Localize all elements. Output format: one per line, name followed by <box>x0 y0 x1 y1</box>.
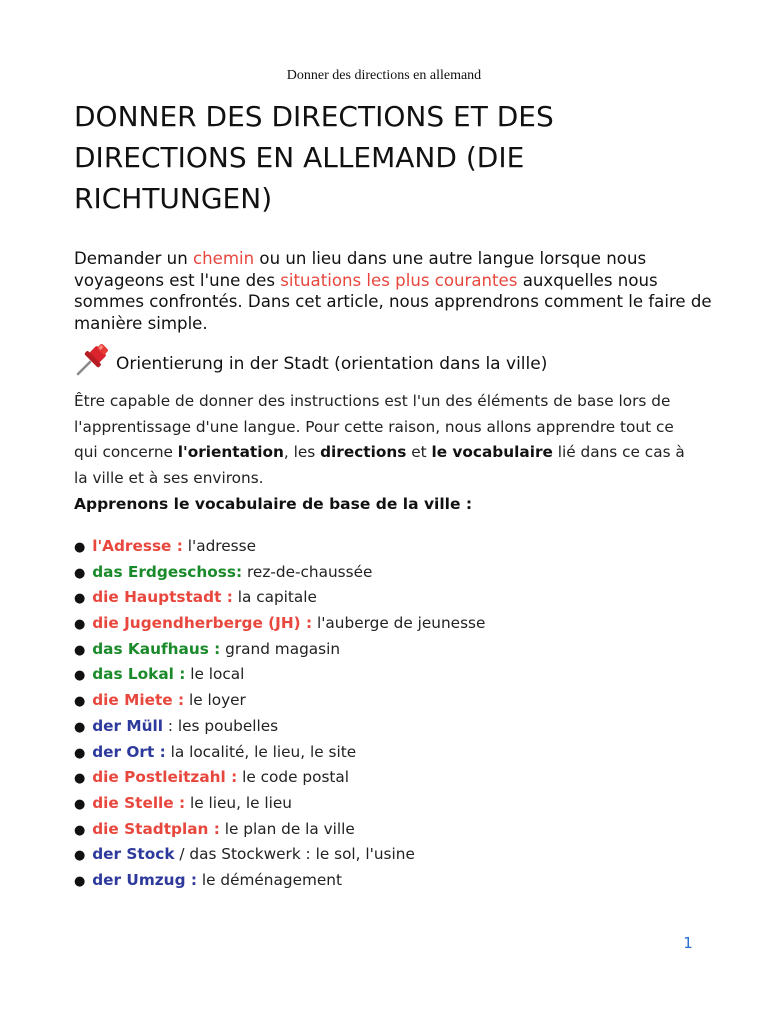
vocab-item <box>74 714 714 740</box>
vocab-item <box>74 791 714 817</box>
vocab-item <box>74 688 714 714</box>
intro-text: auxquelles nous sommes confrontés. Dans cet article, nous apprendrons comment le faire de manière simple. <box>74 270 712 333</box>
bullet-icon: ● <box>74 873 86 889</box>
body-text: Être capable de donner des instructions est l'un des éléments de base lors de l'apprentissage d'une langue. Pour cette raison, nous allons apprendre tout ce qui concerne <box>74 392 674 462</box>
vocab-term: das Erdgeschoss: <box>92 562 243 581</box>
body-paragraph <box>74 389 700 492</box>
vocab-definition: le loyer <box>184 691 246 710</box>
section-heading <box>74 340 714 378</box>
vocab-definition: le code postal <box>237 768 350 787</box>
vocab-item <box>74 740 714 766</box>
vocab-definition: l'auberge de jeunesse <box>312 614 486 633</box>
vocab-list <box>74 534 714 894</box>
body-bold-vocabulaire: le vocabulaire <box>431 443 553 462</box>
vocab-definition: le lieu, le lieu <box>185 793 292 812</box>
vocab-definition: l'adresse <box>182 537 257 555</box>
bullet-icon: ● <box>74 540 86 555</box>
vocab-term: der Stock <box>92 845 175 864</box>
vocab-definition: le local <box>185 665 245 684</box>
body-text: et <box>406 443 432 462</box>
vocab-definition: le déménagement <box>196 870 342 889</box>
bullet-icon: ● <box>74 848 86 864</box>
vocab-heading: Apprenons le vocabulaire de base de la ville : <box>74 495 473 513</box>
vocab-term: die Jugendherberge (JH) : <box>92 614 313 633</box>
vocab-term: der Müll <box>92 716 164 735</box>
vocab-definition: le plan de la ville <box>219 819 355 838</box>
vocab-definition: rez-de-chaussée <box>242 562 373 581</box>
vocab-item <box>74 868 714 894</box>
vocab-definition: la capitale <box>232 588 317 607</box>
intro-highlight-chemin: chemin <box>192 249 255 268</box>
vocab-item <box>74 611 714 637</box>
vocab-term: die Stelle : <box>92 793 186 812</box>
bullet-icon: ● <box>74 617 86 633</box>
bullet-icon: ● <box>74 745 86 761</box>
vocab-term: l'Adresse : <box>92 537 183 555</box>
bullet-icon: ● <box>74 719 86 735</box>
vocab-item <box>74 534 714 560</box>
vocab-definition: la localité, le lieu, le site <box>165 742 357 761</box>
body-text: lié dans ce cas à la ville et à ses environs. <box>74 443 685 488</box>
bullet-icon: ● <box>74 591 86 607</box>
vocab-term: die Miete : <box>92 691 185 710</box>
bullet-icon: ● <box>74 668 86 684</box>
vocab-item <box>74 765 714 791</box>
intro-text: ou un lieu dans une autre langue lorsque nous voyageons est l'une des <box>74 249 647 290</box>
bullet-icon: ● <box>74 642 86 658</box>
bullet-icon: ● <box>74 565 86 581</box>
body-bold-orientation: l'orientation <box>177 443 284 462</box>
bullet-icon: ● <box>74 796 86 812</box>
vocab-item <box>74 842 714 868</box>
vocab-item <box>74 817 714 843</box>
body-text: , les <box>283 443 321 462</box>
bullet-icon: ● <box>74 822 86 838</box>
vocab-item <box>74 560 714 586</box>
bullet-icon: ● <box>74 694 86 710</box>
page-title: DONNER DES DIRECTIONS ET DES DIRECTIONS EN ALLEMAND (DIE RICHTUNGEN) <box>74 100 554 215</box>
intro-text: Demander un <box>74 249 193 268</box>
vocab-term: der Ort : <box>92 742 166 761</box>
running-header: Donner des directions en allemand <box>286 68 482 83</box>
bullet-icon: ● <box>74 771 86 787</box>
vocab-term: die Hauptstadt : <box>92 588 233 607</box>
vocab-term: die Stadtplan : <box>92 819 220 838</box>
intro-paragraph <box>74 248 714 334</box>
vocab-term: der Umzug : <box>92 870 197 889</box>
body-bold-directions: directions <box>320 443 407 462</box>
vocab-term: die Postleitzahl : <box>92 768 238 787</box>
vocab-definition: : les poubelles <box>163 716 279 735</box>
section-heading-label: Orientierung in der Stadt (orientation dans la ville) <box>116 354 548 374</box>
vocab-item <box>74 585 714 611</box>
vocab-item <box>74 637 714 663</box>
intro-highlight-situations: situations les plus courantes <box>280 270 518 290</box>
pushpin-icon <box>74 340 112 378</box>
page-number: 1 <box>683 934 693 952</box>
vocab-term: das Lokal : <box>92 665 186 684</box>
vocab-definition: / das Stockwerk : le sol, l'usine <box>174 845 415 864</box>
vocab-term: das Kaufhaus : <box>92 639 221 658</box>
vocab-definition: grand magasin <box>220 639 341 658</box>
vocab-item <box>74 662 714 688</box>
